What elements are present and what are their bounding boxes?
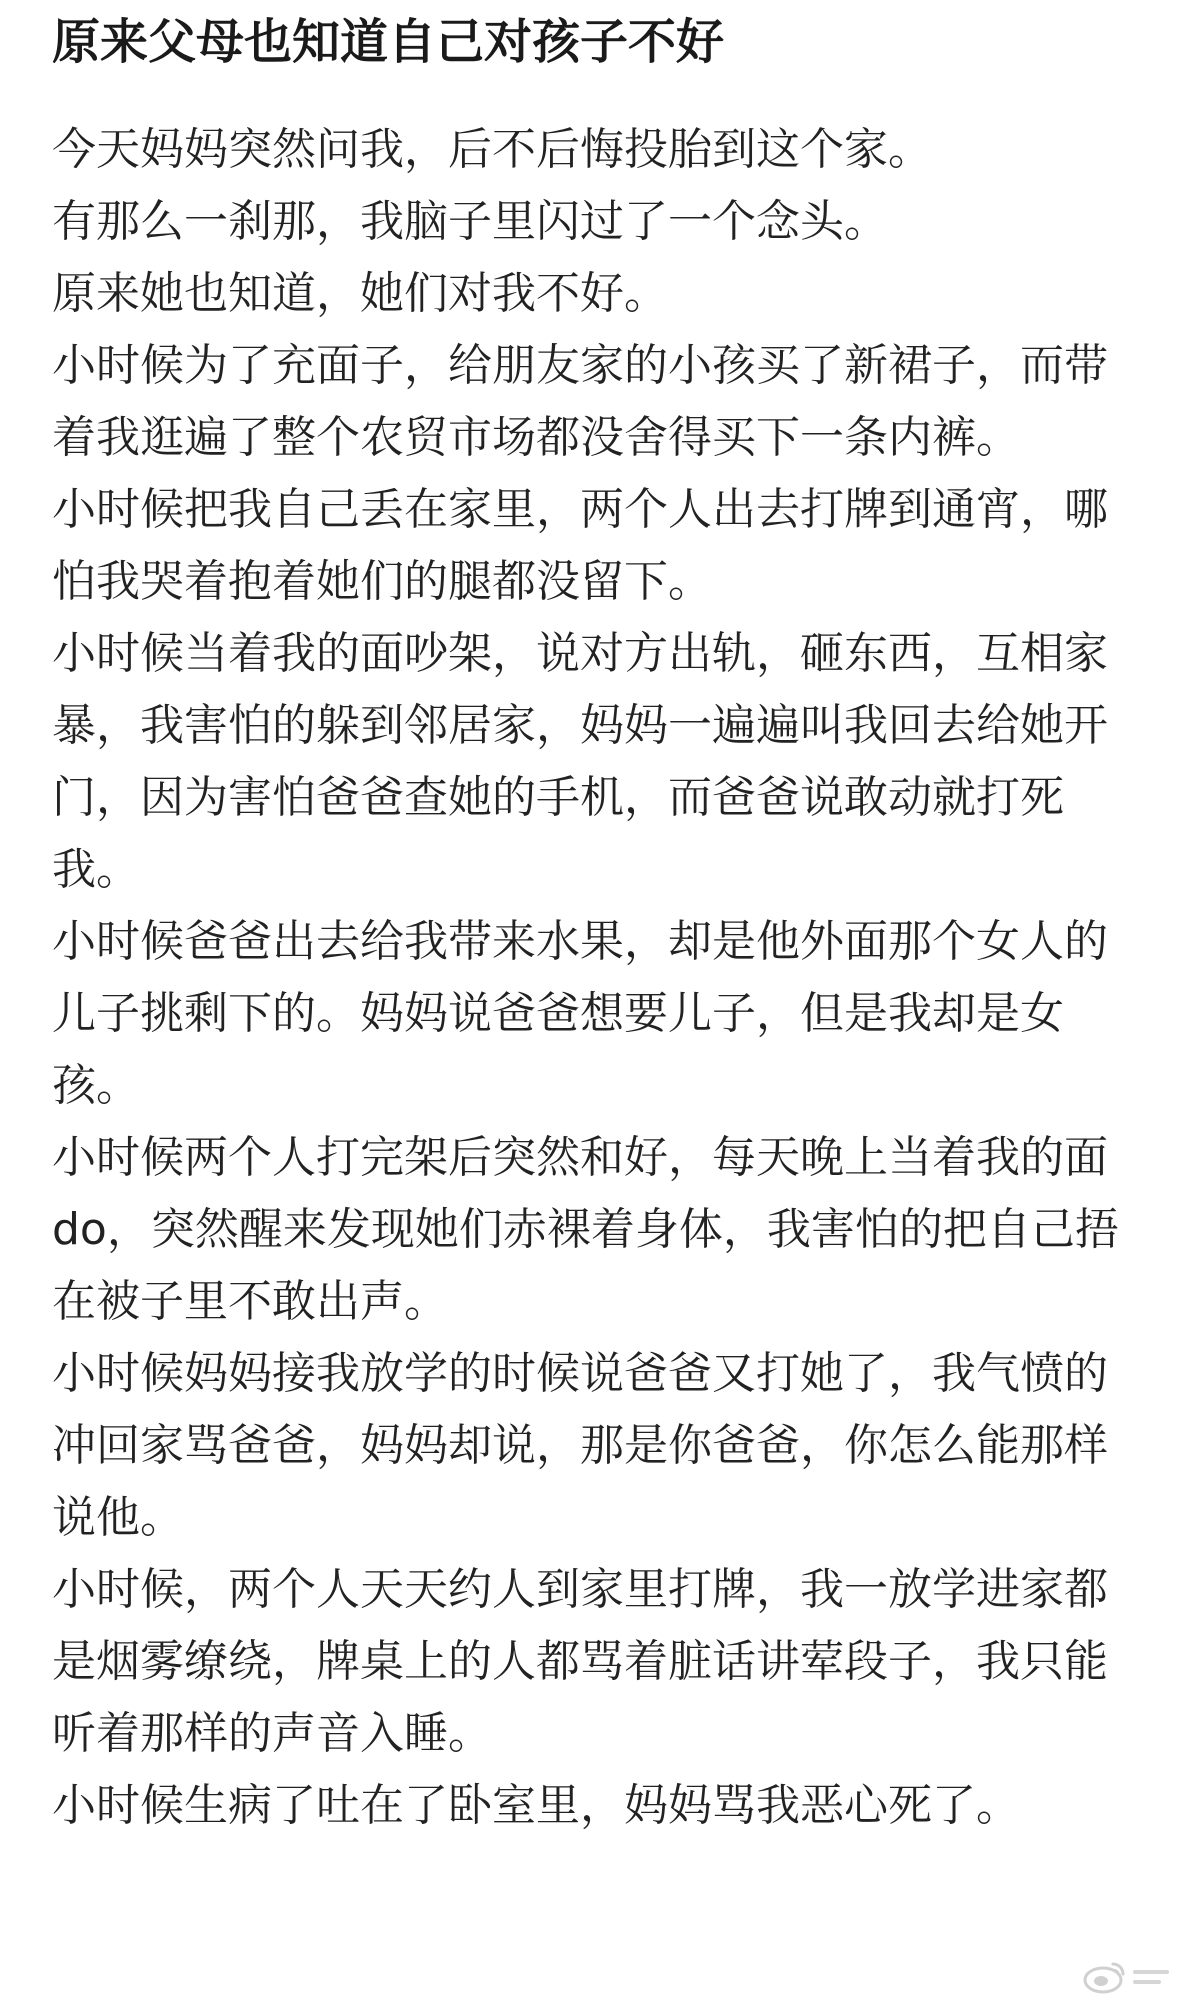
weibo-logo-icon	[1072, 1953, 1182, 1999]
paragraph: 小时候把我自己丢在家里，两个人出去打牌到通宵，哪怕我哭着抱着她们的腿都没留下。	[52, 484, 1108, 607]
weibo-logo-icon	[1079, 1956, 1175, 1996]
paragraph: 小时候妈妈接我放学的时候说爸爸又打她了，我气愤的冲回家骂爸爸，妈妈却说，那是你爸爸，你怎么能那样说他。	[52, 1348, 1108, 1543]
paragraph: 小时候当着我的面吵架，说对方出轨，砸东西，互相家暴，我害怕的躲到邻居家，妈妈一遍遍叫我回去给她开门，因为害怕爸爸查她的手机，而爸爸说敢动就打死我。	[52, 628, 1108, 895]
post-body	[52, 114, 1142, 1842]
paragraph: 小时候为了充面子，给朋友家的小孩买了新裙子，而带着我逛遍了整个农贸市场都没舍得买下一条内裤。	[52, 340, 1108, 463]
paragraph: 今天妈妈突然问我，后不后悔投胎到这个家。	[52, 124, 932, 175]
paragraph: 有那么一刹那，我脑子里闪过了一个念头。	[52, 196, 888, 247]
paragraph: 小时候，两个人天天约人到家里打牌，我一放学进家都是烟雾缭绕，牌桌上的人都骂着脏话讲荤段子，我只能听着那样的声音入睡。	[52, 1564, 1108, 1759]
paragraph: 原来她也知道，她们对我不好。	[52, 268, 668, 319]
post	[52, 0, 1142, 1842]
paragraph: 小时候生病了吐在了卧室里，妈妈骂我恶心死了。	[52, 1780, 1020, 1831]
paragraph: 小时候两个人打完架后突然和好，每天晚上当着我的面do，突然醒来发现她们赤裸着身体，我害怕的把自己捂在被子里不敢出声。	[52, 1132, 1119, 1327]
post-title: 原来父母也知道自己对孩子不好	[52, 14, 725, 70]
paragraph: 小时候爸爸出去给我带来水果，却是他外面那个女人的儿子挑剩下的。妈妈说爸爸想要儿子，但是我却是女孩。	[52, 916, 1108, 1111]
